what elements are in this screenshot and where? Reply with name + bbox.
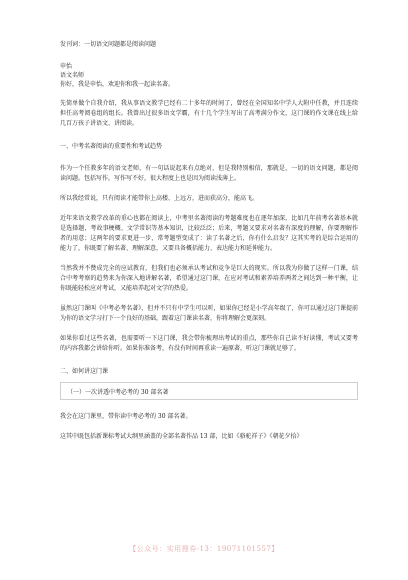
subsection-box bbox=[60, 382, 358, 400]
author-name: 申怡 bbox=[60, 63, 73, 70]
author-title: 语文名师 bbox=[60, 72, 85, 79]
subsection-title: （一）一次讲透中考必考的 30 部名著 bbox=[67, 388, 169, 396]
section2-paragraph: 我会在这门课里，带你读中考必考的 30 部名著。 bbox=[60, 413, 192, 420]
greeting: 你好，我是申怡，欢迎你和我一起读名著。 bbox=[60, 81, 175, 88]
watermark-text: 【公众号：实用搜券-13：19071101557】 bbox=[129, 545, 279, 553]
topic-line: 发刊词：一切语文问题都是阅读问题 bbox=[60, 41, 157, 48]
section1-paragraph: 当然我并不赞成完全的应试教育，但我们也必须承认考试和竞争是巨大的现实。所以我为你做了这样一门课，结合中考考察的趋势来为你深入地讲解名著，希望通过这门课，在应对考试和素养培养两者之间达到一种平衡，让你既能轻松应对考试，又能培养起对文学的热爱。 bbox=[60, 265, 358, 292]
intro-paragraph: 先简单做个自我介绍，我从事语文教学已经有二十多年的时间了，曾经在全国知名中学人大附中任教，并且连续担任高考阅卷组的组长。我曾出过很多语文学霸，有十几个学生写出了高考满分作文，这门课的作文课在线上给几百万孩子讲语文、讲阅读。 bbox=[60, 100, 358, 127]
document-page bbox=[60, 40, 358, 442]
section1-paragraph: 作为一个任教多年的语文老师，有一句话说起来有点绝对，但是我特别相信，那就是，一切的语文问题，都是阅读问题。包括写作，写作写不好，很大程度上也是因为阅读浅薄上。 bbox=[60, 165, 358, 182]
section2-title: 二、如何讲这门课 bbox=[60, 368, 109, 375]
section2-paragraph: 这其中既包括新课标考试大纲里涵盖的全部名著作品 13 部，比如《骆驼祥子》《朝花夕拾》 bbox=[60, 433, 303, 440]
section1-paragraph: 所以我经常说，只有阅读才能带你上高楼、上远方，进而获高分，能高飞。 bbox=[60, 195, 259, 202]
section1-paragraph: 近年来语文教学改革的重心也都在阅读上，中考里名著阅读的考题难度也在逐年加深，比如几年前考名著基本就是选择题，考故事梗概、文学常识等基本知识，比较泛泛；后来，考题又要求对名著有深度的理解，你要理解作者的用意；这两年的要求更进一步，常考题型变成了：读了名著之后，你有什么启发？这其实考的是综合运用的能力了，你既要了解名著、理解深意，又要具备概括能力、表达能力和延伸能力。 bbox=[60, 215, 358, 252]
section1-title: 一、中考名著阅读的重要性和考试趋势 bbox=[60, 143, 163, 150]
section1-paragraph: 如果你看过这些名著，也需要听一下这门课，我会带你梳理出考试的重点，那些你自己读不好读懂，考试又要考的内容我都会讲给你听。如果你准备考，有没有时间再重读一遍原著，听这门课就足够了。 bbox=[60, 335, 358, 352]
section1-paragraph: 虽然这门课叫《中考必考名著》，但并不只有中学生可以听，如果你已经是小学高年级了，你可以通过这门课提前为你的语文学习打下一个良好的基础，跟着这门课读名著，你将理解会更深刻。 bbox=[60, 305, 358, 322]
